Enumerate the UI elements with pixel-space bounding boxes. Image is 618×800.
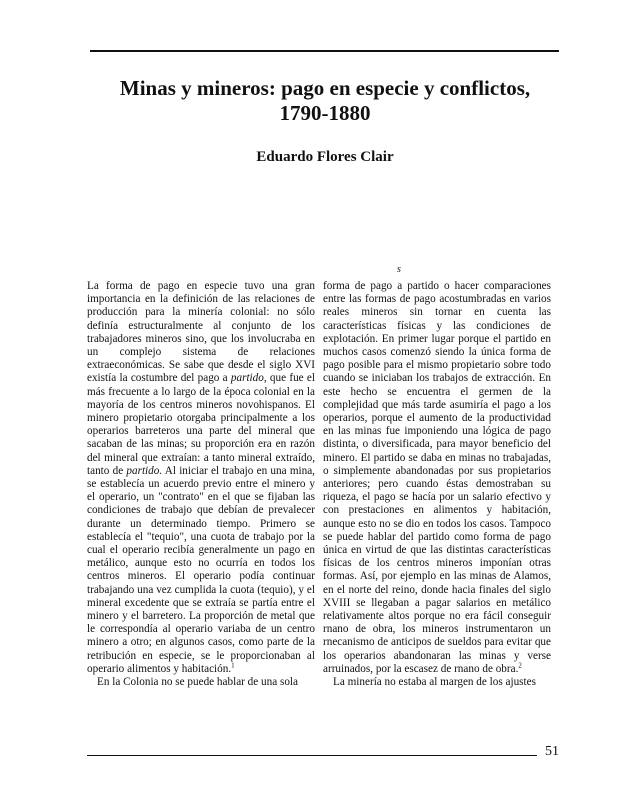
top-rule — [90, 50, 559, 52]
right-paragraph-2: La minería no estaba al margen de los ajustes — [333, 676, 536, 689]
text-run: Al iniciar el trabajo en una mina, se establecía un acuerdo previo entre el minero y el operario, un "contrato" en el que se fijaban las condiciones de trabajo que debían de prevalecer durante un determinado tiempo. Primero se establecía el "tequio", una cuota de trabajo por la cual el operario recibía generalmente un pago en metálico, aunque esto no ocurría en todos los centros mineros. El operario podía continuar trabajando una vez cumplida la cuota (tequio), y el mineral excedente que se extraía se partía entre el minero y el barretero. La proporción de metal que le correspondía al operario variaba de un centro minero a otro; en algunos casos, como parte de la retribución en especie, se le proporcionaban al operario alimentos y habitación. — [87, 464, 315, 675]
footnote-marker: 2 — [518, 661, 522, 670]
footnote-marker: 1 — [231, 661, 235, 670]
text-run: que fue el más frecuente a lo largo de la época colonial en la mayoría de los centros mineros novohispanos. El minero propietario otorgaba principalmente a los operarios barreteros una parte del mineral que sacaban de las minas; su proporción era en razón del mineral que extraían: a tanto mineral extraído, tanto de — [87, 372, 315, 477]
bottom-rule — [87, 755, 537, 756]
column-mark: s — [397, 264, 401, 275]
right-paragraph-1 — [323, 280, 551, 676]
right-column — [323, 280, 551, 689]
left-paragraph-2: En la Colonia no se puede hablar de una sola — [97, 676, 299, 689]
emphasis-partido: partido, — [230, 372, 267, 385]
author-name: Eduardo Flores Clair — [256, 149, 394, 165]
emphasis-partido: partido. — [126, 464, 163, 477]
left-column — [87, 280, 315, 689]
page-number: 51 — [545, 744, 559, 759]
article-title-line-1: Minas y mineros: pago en especie y conflictos, — [119, 76, 531, 100]
text-run: forma de pago a partido o hacer comparaciones entre las formas de pago acostumbradas en varios reales mineros sin tornar en cuenta las características físicas y las condiciones de explotación. En primer lugar porque el partido en muchos casos comenzó siendo la única forma de pago posible para el mismo propietario sobre todo cuando se iniciaban los trabajos de extracción. En este hecho se encuentra el germen de la complejidad que más tarde asumiría el pago a los operarios, porque el aumento de la productividad en las minas fue imponiendo una lógica de pago distinta, o diversificada, para mayor beneficio del minero. El partido se daba en minas no trabajadas, o simplemente abandonadas por sus propietarios anteriores; pero cuando éstas demostraban su riqueza, el pago se hacía por un salario efectivo y con prestaciones en alimentos y habitación, aunque esto no se dio en todos los casos. Tampoco se puede hablar del partido como forma de pago única en virtud de que las distintas características físicas de los centros mineros imponían otras formas. Así, por ejemplo en las minas de Alamos, en el norte del reino, donde hacia finales del siglo XVIII se llegaban a pagar salarios en metálico relativamente altos porque no era fácil conseguir rnano de obra, los mineros instrumentaron un rnecanismo de anticipos de sueldos para evitar que los operarios abandonaran las minas y verse arruinados, por la escasez de rnano de obra. — [323, 280, 551, 675]
left-paragraph-1 — [87, 280, 315, 676]
article-title-line-2: 1790-1880 — [279, 101, 371, 125]
text-run: La forma de pago en especie tuvo una gran importancia en la definición de las relaciones de producción para la minería colonial: no sólo definía estructuralmente al conjunto de los trabajadores mineros sino, que los involucraba en un complejo sistema de relaciones extraeconómicas. Se sabe que desde el siglo XVI existía la costumbre del pago a — [87, 280, 315, 385]
